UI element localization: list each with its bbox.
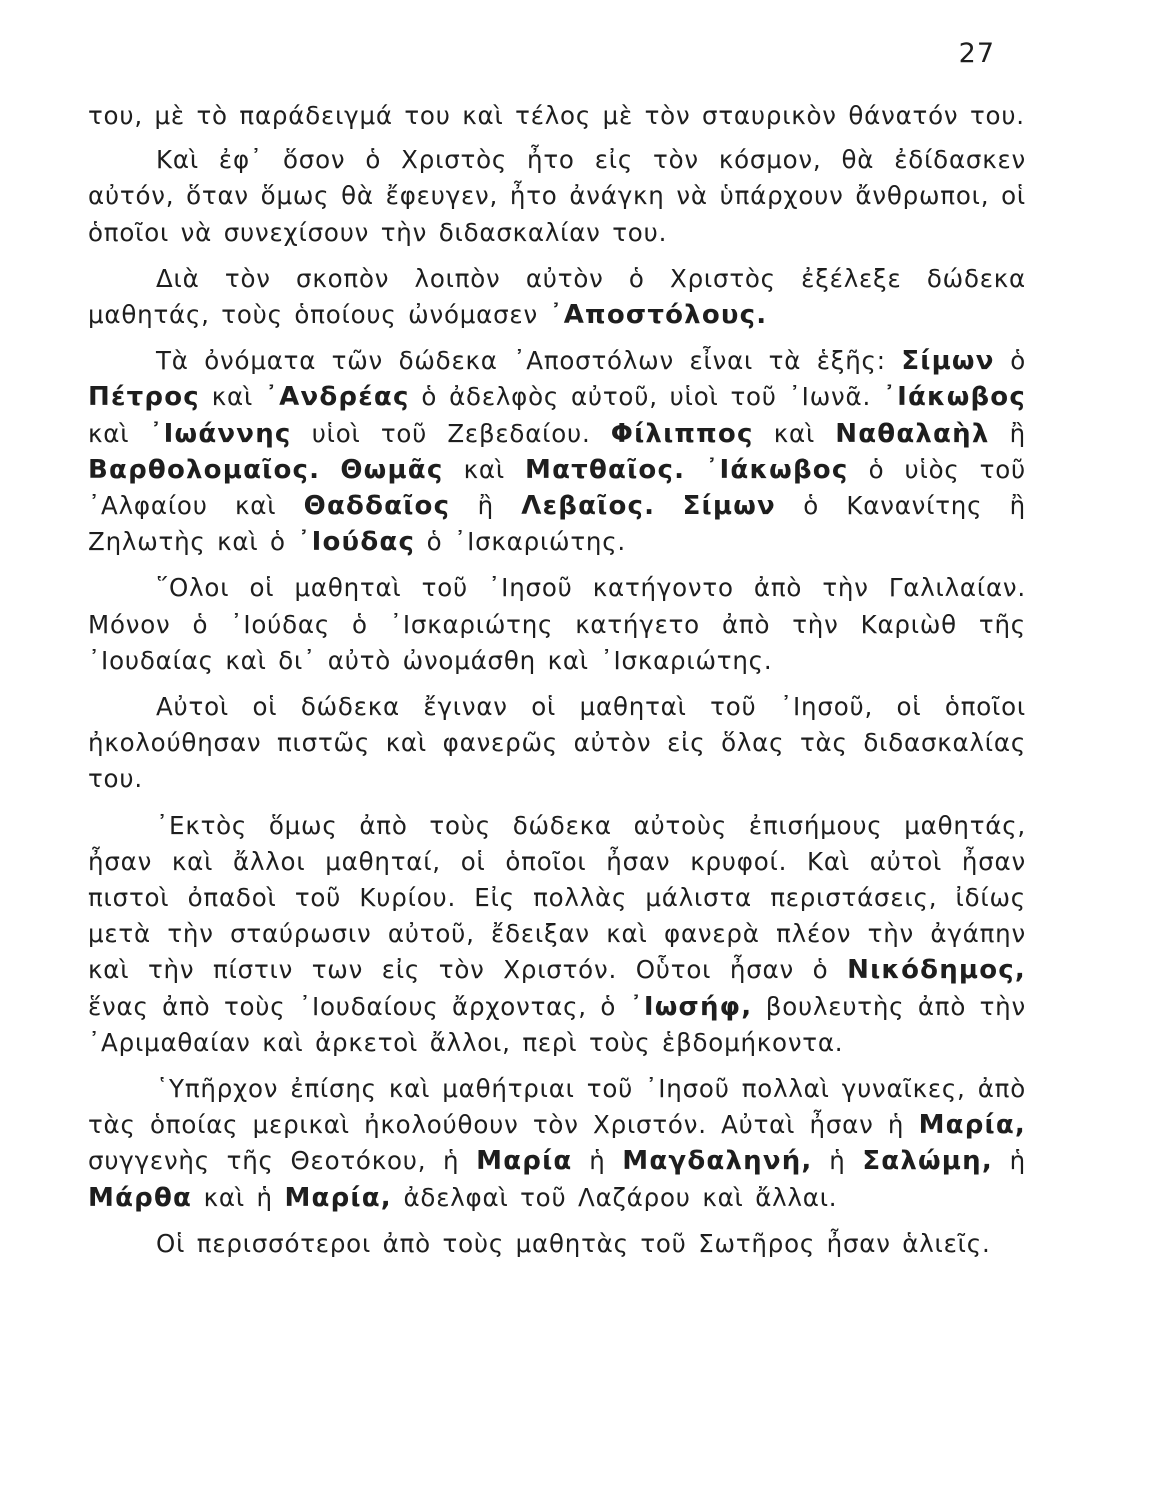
bold-name: Σίμων — [682, 491, 776, 522]
text-run: ὁ ἀδελφὸς αὐτοῦ, υἱοὶ τοῦ ᾿Ιωνᾶ. — [409, 382, 883, 412]
bold-name: Ναθαλαὴλ — [835, 418, 990, 449]
text-run: συγγενὴς τῆς Θεοτόκου, ἡ — [88, 1146, 477, 1176]
paragraph — [88, 689, 1026, 798]
paragraph — [88, 1226, 1026, 1262]
text-run — [320, 455, 340, 484]
text-run: Οἱ περισσότεροι ἀπὸ τοὺς μαθητὰς τοῦ Σωτῆρος ἦσαν ἁλιεῖς. — [156, 1228, 991, 1258]
bold-name: Μάρθα — [88, 1182, 193, 1213]
bold-name: Φίλιππος — [610, 418, 754, 449]
text-run: ἕνας ἀπὸ τοὺς ᾿Ιουδαίους ἄρχοντας, ὁ — [88, 991, 630, 1021]
text-run: ᾿Εκτὸς ὅμως ἀπὸ τοὺς δώδεκα αὐτοὺς ἐπισήμους μαθητάς, ἦσαν καὶ ἄλλοι μαθηταί, οἱ ὁποῖοι ἦσαν κρυφοί. Καὶ αὐτοὶ ἦσαν πιστοὶ ὀπαδοὶ τοῦ Κυρίου. Εἰς πολλὰς μάλιστα περιστάσεις, ἰδίως μετὰ τὴν σταύρωσιν αὐτοῦ, ἔδειξαν καὶ φανερὰ πλέον τὴν ἀγάπην καὶ τὴν πίστιν των εἰς τὸν Χριστόν. Οὗτοι ἦσαν ὁ — [88, 810, 1026, 985]
bold-name: Μαρία — [476, 1146, 573, 1177]
text-run: ἢ — [989, 418, 1026, 448]
text-run: καὶ ἡ — [192, 1182, 285, 1212]
text-run: ὁ Κανανίτης ἢ Ζηλωτὴς καὶ ὁ — [88, 491, 1026, 557]
text-run: ἀδελφαὶ τοῦ Λαζάρου καὶ ἄλλαι. — [391, 1182, 838, 1212]
text-run: ἡ — [572, 1146, 623, 1176]
bold-name: Σαλώμη, — [862, 1146, 993, 1177]
paragraph — [88, 142, 1026, 251]
bold-name: Λεβαῖος. — [521, 491, 656, 522]
bold-name: Θαδδαῖος — [303, 491, 451, 522]
bold-name: Πέτρος — [88, 382, 200, 413]
bold-name: ᾿Ιάκωβος — [882, 382, 1026, 413]
bold-name: Θωμᾶς — [340, 454, 444, 485]
bold-name: ᾿Ιωάννης — [149, 418, 292, 449]
paragraph — [88, 98, 1026, 134]
text-run: ῞Ολοι οἱ μαθηταὶ τοῦ ᾿Ιησοῦ κατήγοντο ἀπὸ τὴν Γαλιλαίαν. Μόνον ὁ ᾿Ιούδας ὁ ᾿Ισκαριώτης κατήγετο ἀπὸ τὴν Καριὼθ τῆς ᾿Ιουδαίας καὶ δι᾽ αὐτὸ ὠνομάσθη καὶ ᾿Ισκαριώτης. — [88, 573, 1026, 675]
text-run: καὶ — [443, 454, 526, 484]
bold-name: Νικόδημος, — [847, 955, 1026, 986]
bold-name: Βαρθολομαῖος. — [88, 454, 321, 485]
text-run: Διὰ τὸν σκοπὸν λοιπὸν αὐτὸν ὁ Χριστὸς ἐξέλεξε δώδεκα μαθητάς, τοὺς ὁποίους ὠνόμασεν — [88, 263, 1026, 330]
page-body — [88, 98, 1026, 1272]
text-run: Καὶ ἐφ᾽ ὅσον ὁ Χριστὸς ἦτο εἰς τὸν κόσμον, θὰ ἐδίδασκεν αὐτόν, ὅταν ὅμως θὰ ἔφευγεν, ἦτο ἀνάγκη νὰ ὑπάρχουν ἄνθρωποι, οἱ ὁποῖοι νὰ συνεχίσουν τὴν διδασκαλίαν του. — [88, 145, 1026, 247]
text-run: Τὰ ὀνόματα τῶν δώδεκα ᾿Αποστόλων εἶναι τὰ ἑξῆς: — [156, 346, 902, 376]
paragraph — [88, 570, 1026, 679]
text-run: καὶ — [199, 382, 265, 412]
text-run: ἡ — [992, 1146, 1026, 1176]
text-run: ἡ — [812, 1146, 863, 1176]
paragraph — [88, 261, 1026, 333]
text-run: ὁ — [994, 346, 1026, 376]
text-run: ἢ — [450, 491, 522, 521]
bold-name: Ματθαῖος. — [525, 454, 686, 485]
bold-name: Μαρία, — [918, 1110, 1026, 1141]
paragraph — [88, 343, 1026, 560]
bold-name: Μαρία, — [284, 1182, 392, 1213]
text-run: υἱοὶ τοῦ Ζεβεδαίου. — [291, 418, 611, 448]
text-run: του, μὲ τὸ παράδειγμά του καὶ τέλος μὲ τὸν σταυρικὸν θάνατόν του. — [88, 101, 1025, 130]
bold-name: ᾿Ιάκωβος — [705, 454, 849, 485]
bold-name: ᾿Ανδρέας — [264, 382, 410, 413]
paragraph — [88, 808, 1026, 1061]
text-run: ὁ υἱὸς τοῦ ᾿Αλφαίου καὶ — [88, 454, 1027, 521]
text-run: ὁ ᾿Ισκαριώτης. — [415, 527, 627, 557]
bold-name: ᾿Ιούδας — [297, 527, 416, 558]
text-run: Αὐτοὶ οἱ δώδεκα ἔγιναν οἱ μαθηταὶ τοῦ ᾿Ιησοῦ, οἱ ὁποῖοι ἠκολούθησαν πιστῶς καὶ φανερῶς αὐτὸν εἰς ὅλας τὰς διδασκαλίας του. — [88, 692, 1026, 794]
page-number: 27 — [958, 38, 995, 69]
text-run: βουλευτὴς ἀπὸ τὴν ᾿Αριμαθαίαν καὶ ἀρκετοὶ ἄλλοι, περὶ τοὺς ἑβδομήκοντα. — [88, 991, 1026, 1057]
paragraph — [88, 1071, 1026, 1216]
bold-name: ᾿Ιωσήφ, — [629, 991, 753, 1022]
text-run: καὶ — [88, 418, 150, 448]
text-run: ῾Υπῆρχον ἐπίσης καὶ μαθήτριαι τοῦ ᾿Ιησοῦ πολλαὶ γυναῖκες, ἀπὸ τὰς ὁποίας μερικαὶ ἠκολούθουν τὸν Χριστόν. Αὐταὶ ἦσαν ἡ — [88, 1074, 1026, 1140]
bold-name: Μαγδαληνή, — [622, 1146, 813, 1177]
bold-name: Σίμων — [901, 346, 995, 377]
text-run: καὶ — [753, 418, 836, 448]
bold-name: ᾿Αποστόλους. — [549, 300, 768, 331]
text-run — [655, 491, 682, 520]
text-run — [685, 455, 705, 484]
